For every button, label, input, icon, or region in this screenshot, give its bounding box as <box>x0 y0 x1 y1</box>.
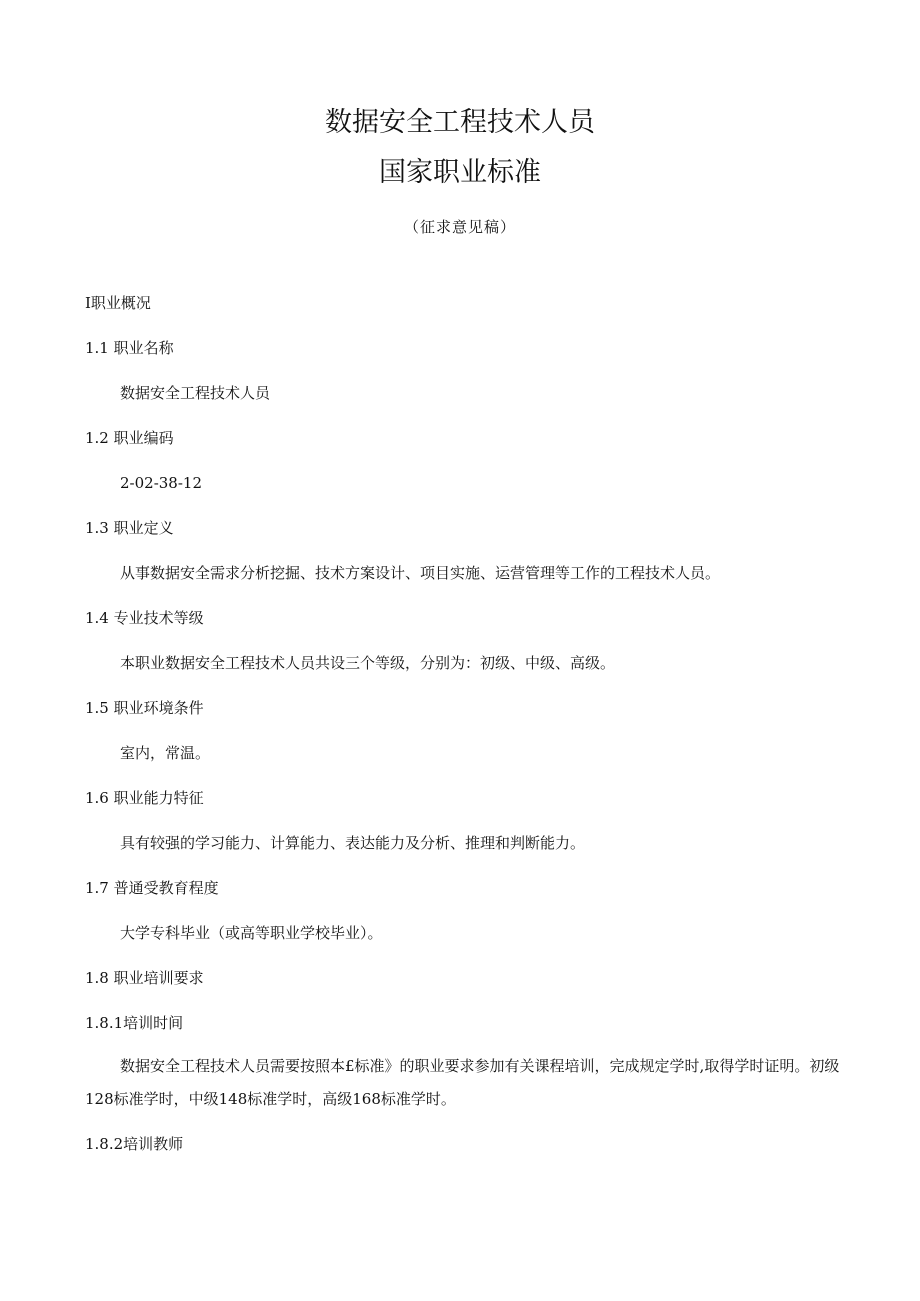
subsection-body: 数据安全工程技术人员 <box>120 384 271 402</box>
document-subtitle: 国家职业标准 <box>379 157 541 188</box>
subsection-heading: 1.2 职业编码 <box>85 429 174 447</box>
subsection-heading: 1.7 普通受教育程度 <box>85 879 219 897</box>
subsection-body: 具有较强的学习能力、计算能力、表达能力及分析、推理和判断能力。 <box>120 834 586 852</box>
draft-note: （征求意见稿） <box>403 218 516 236</box>
subsection-heading: 1.3 职业定义 <box>85 519 174 537</box>
subsection-paragraph: 数据安全工程技术人员需要按照本£标准》的职业要求参加有关课程培训，完成规定学时,取得学时证明。初级128标准学时，中级148标准学时，高级168标准学时。 <box>85 1057 840 1108</box>
subsection-heading: 1.5 职业环境条件 <box>85 699 204 717</box>
subsection-heading: 1.6 职业能力特征 <box>85 789 204 807</box>
section-heading: I职业概况 <box>85 294 151 312</box>
subsection-body: 2-02-38-12 <box>120 474 203 492</box>
subsection-body: 从事数据安全需求分析挖掘、技术方案设计、项目实施、运营管理等工作的工程技术人员。 <box>120 564 721 582</box>
subsection-body: 室内，常温。 <box>120 744 211 762</box>
document-title: 数据安全工程技术人员 <box>325 107 595 138</box>
subsection-heading: 1.8.1培训时间 <box>85 1014 184 1032</box>
subsection-body: 本职业数据安全工程技术人员共设三个等级，分别为：初级、中级、高级。 <box>120 654 616 672</box>
subsection-heading: 1.1 职业名称 <box>85 339 174 357</box>
subsection-heading: 1.4 专业技术等级 <box>85 609 204 627</box>
subsection-heading: 1.8.2培训教师 <box>85 1135 184 1153</box>
subsection-body: 大学专科毕业（或高等职业学校毕业）。 <box>120 924 383 942</box>
subsection-heading: 1.8 职业培训要求 <box>85 969 204 987</box>
